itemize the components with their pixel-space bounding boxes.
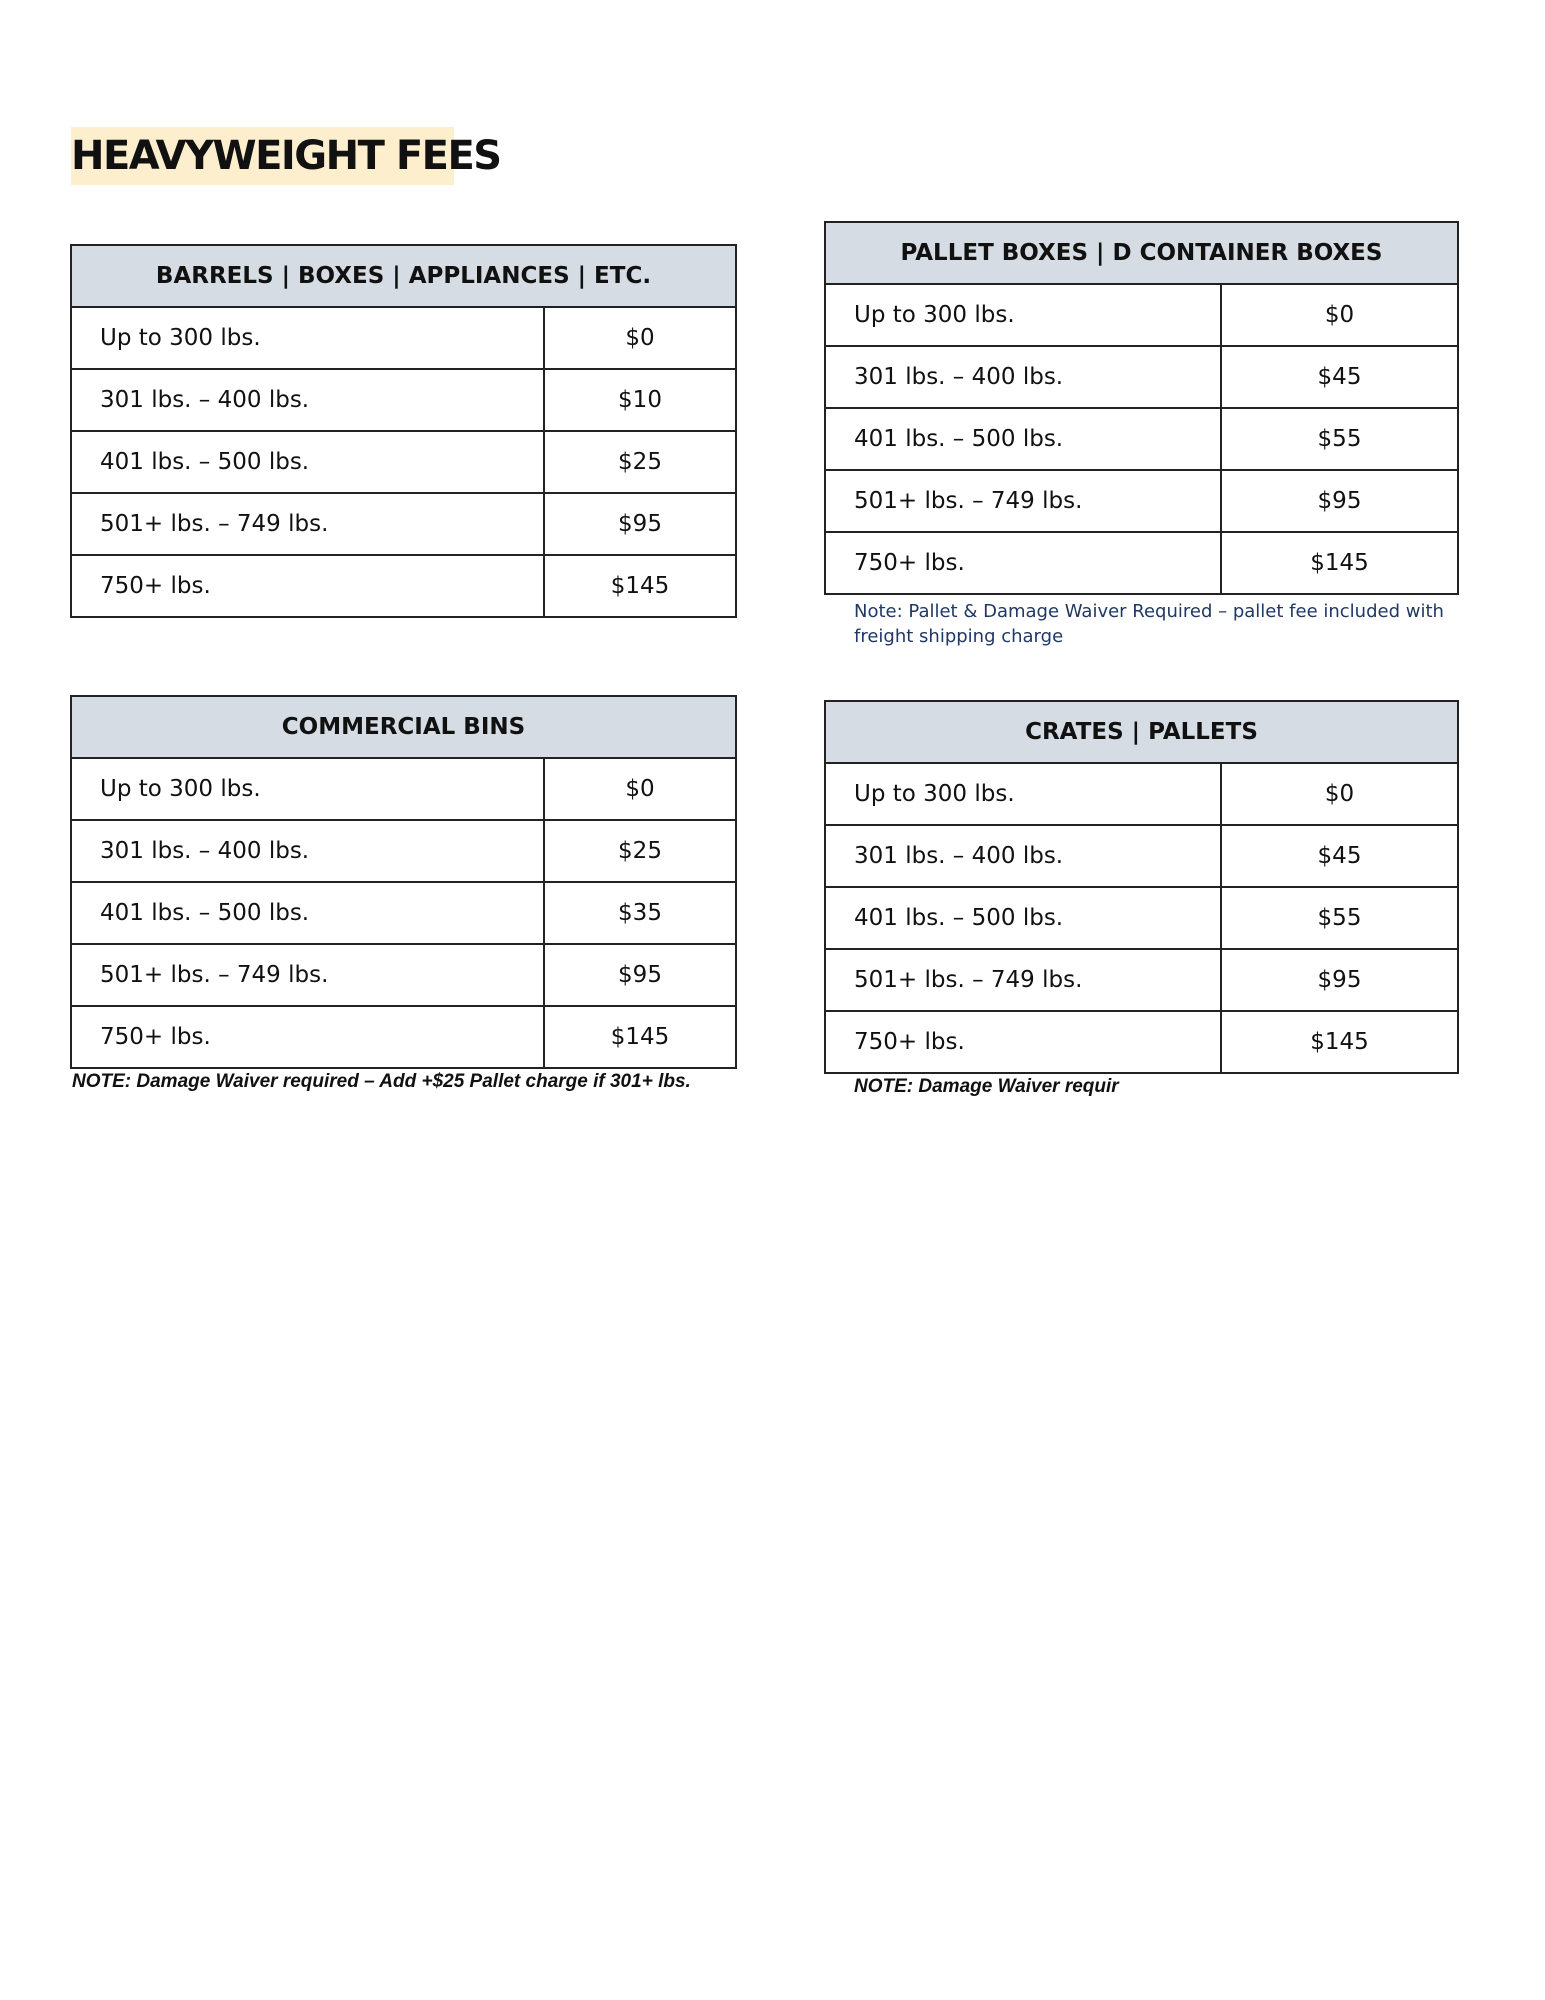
weight-range: 301 lbs. – 400 lbs. bbox=[825, 825, 1221, 887]
crates-pallets-fee-table bbox=[824, 700, 1459, 1074]
fee-price: $95 bbox=[544, 944, 736, 1006]
table-row bbox=[825, 763, 1458, 825]
table-row bbox=[71, 307, 736, 369]
barrels-table-header: BARRELS | BOXES | APPLIANCES | ETC. bbox=[71, 245, 736, 307]
table-row bbox=[71, 555, 736, 617]
fee-price: $55 bbox=[1221, 887, 1458, 949]
weight-range: Up to 300 lbs. bbox=[71, 758, 544, 820]
weight-range: 501+ lbs. – 749 lbs. bbox=[71, 944, 544, 1006]
table-row bbox=[825, 346, 1458, 408]
fee-price: $45 bbox=[1221, 825, 1458, 887]
fee-price: $35 bbox=[544, 882, 736, 944]
table-row bbox=[825, 825, 1458, 887]
commercial-bins-table-header: COMMERCIAL BINS bbox=[71, 696, 736, 758]
pallet-boxes-table-header: PALLET BOXES | D CONTAINER BOXES bbox=[825, 222, 1458, 284]
table-row bbox=[825, 408, 1458, 470]
fee-price: $0 bbox=[544, 758, 736, 820]
weight-range: Up to 300 lbs. bbox=[825, 763, 1221, 825]
weight-range: 501+ lbs. – 749 lbs. bbox=[825, 470, 1221, 532]
weight-range: 401 lbs. – 500 lbs. bbox=[825, 408, 1221, 470]
pallet-boxes-note: Note: Pallet & Damage Waiver Required – pallet fee included with freight shipping charge bbox=[854, 601, 1444, 647]
fee-price: $0 bbox=[1221, 284, 1458, 346]
table-row bbox=[71, 431, 736, 493]
crates-pallets-fee-block bbox=[824, 700, 1459, 1098]
page-title: HEAVYWEIGHT FEES bbox=[71, 127, 454, 185]
fee-price: $25 bbox=[544, 431, 736, 493]
weight-range: 401 lbs. – 500 lbs. bbox=[71, 431, 544, 493]
barrels-fee-block bbox=[70, 244, 737, 618]
table-row bbox=[71, 369, 736, 431]
commercial-bins-fee-block bbox=[70, 695, 737, 1093]
fee-price: $95 bbox=[1221, 470, 1458, 532]
fee-price: $45 bbox=[1221, 346, 1458, 408]
table-row bbox=[71, 820, 736, 882]
table-row bbox=[825, 470, 1458, 532]
fee-price: $25 bbox=[544, 820, 736, 882]
commercial-bins-fee-table bbox=[70, 695, 737, 1069]
pallet-boxes-fee-table bbox=[824, 221, 1459, 595]
crates-pallets-table-header: CRATES | PALLETS bbox=[825, 701, 1458, 763]
pallet-boxes-fee-block bbox=[824, 221, 1459, 649]
weight-range: Up to 300 lbs. bbox=[825, 284, 1221, 346]
fee-price: $145 bbox=[544, 555, 736, 617]
fee-price: $95 bbox=[544, 493, 736, 555]
weight-range: 401 lbs. – 500 lbs. bbox=[825, 887, 1221, 949]
fee-price: $145 bbox=[544, 1006, 736, 1068]
weight-range: 301 lbs. – 400 lbs. bbox=[71, 369, 544, 431]
fee-price: $10 bbox=[544, 369, 736, 431]
weight-range: 501+ lbs. – 749 lbs. bbox=[71, 493, 544, 555]
table-row bbox=[825, 532, 1458, 594]
fee-price: $145 bbox=[1221, 532, 1458, 594]
table-row bbox=[71, 1006, 736, 1068]
fee-price: $55 bbox=[1221, 408, 1458, 470]
fee-price: $0 bbox=[1221, 763, 1458, 825]
table-row bbox=[825, 887, 1458, 949]
crates-pallets-note: NOTE: Damage Waiver requir bbox=[854, 1076, 1119, 1097]
weight-range: 750+ lbs. bbox=[71, 1006, 544, 1068]
table-row bbox=[71, 758, 736, 820]
weight-range: 301 lbs. – 400 lbs. bbox=[71, 820, 544, 882]
weight-range: 750+ lbs. bbox=[825, 1011, 1221, 1073]
commercial-bins-note: NOTE: Damage Waiver required – Add +$25 Pallet charge if 301+ lbs. bbox=[72, 1071, 691, 1092]
barrels-fee-table bbox=[70, 244, 737, 618]
weight-range: 750+ lbs. bbox=[71, 555, 544, 617]
table-row bbox=[71, 944, 736, 1006]
weight-range: 750+ lbs. bbox=[825, 532, 1221, 594]
table-row bbox=[825, 1011, 1458, 1073]
weight-range: 401 lbs. – 500 lbs. bbox=[71, 882, 544, 944]
fee-price: $95 bbox=[1221, 949, 1458, 1011]
weight-range: Up to 300 lbs. bbox=[71, 307, 544, 369]
fee-price: $145 bbox=[1221, 1011, 1458, 1073]
table-row bbox=[825, 284, 1458, 346]
fee-price: $0 bbox=[544, 307, 736, 369]
weight-range: 301 lbs. – 400 lbs. bbox=[825, 346, 1221, 408]
table-row bbox=[71, 882, 736, 944]
table-row bbox=[825, 949, 1458, 1011]
table-row bbox=[71, 493, 736, 555]
weight-range: 501+ lbs. – 749 lbs. bbox=[825, 949, 1221, 1011]
